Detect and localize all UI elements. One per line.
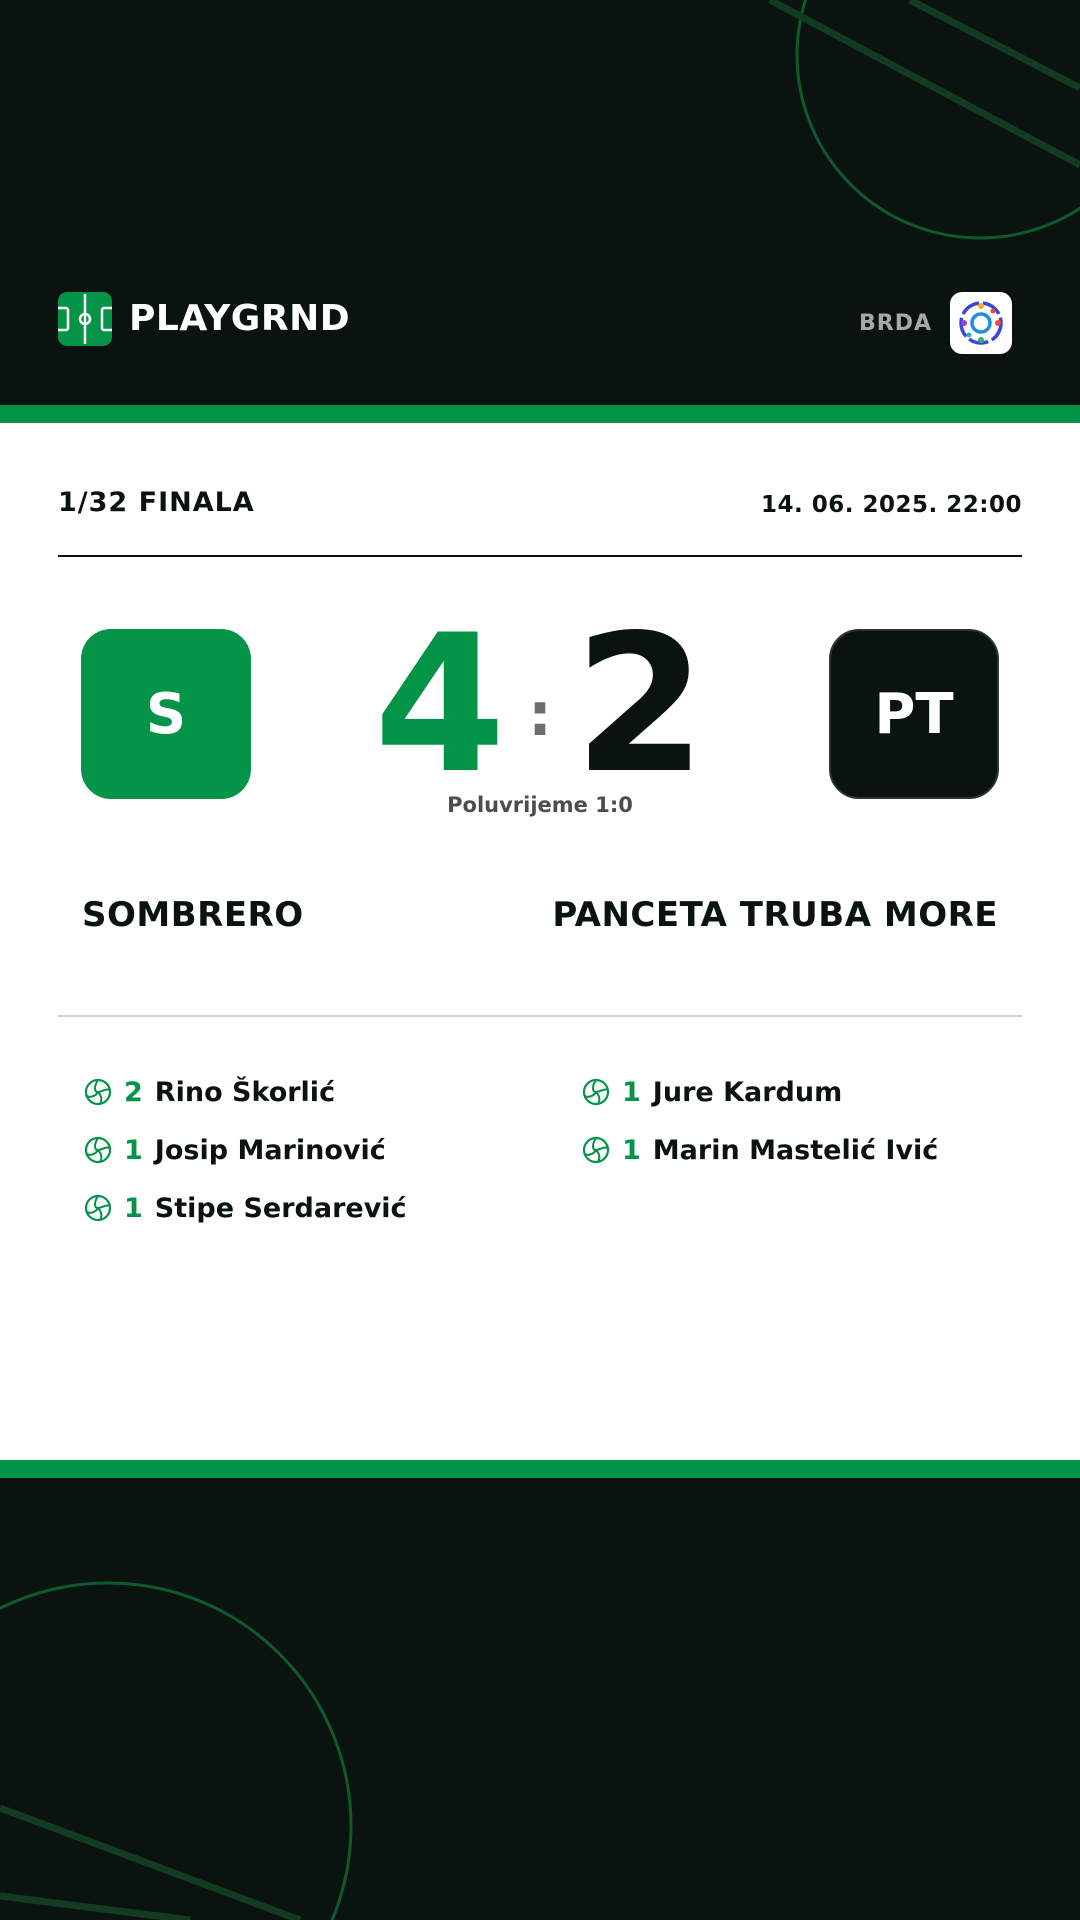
scorer-name: Marin Mastelić Ivić (652, 1134, 939, 1166)
scorer-goals: 1 (622, 1134, 641, 1166)
away-scorers-list (582, 1063, 938, 1179)
scorer-item (84, 1179, 407, 1237)
footer (0, 1478, 1080, 1920)
scorer-item (84, 1063, 407, 1121)
brand (58, 292, 350, 346)
scorer-name: Stipe Serdarević (154, 1192, 407, 1224)
halftime-score: Poluvrijeme 1:0 (447, 793, 633, 817)
home-team-badge (81, 629, 251, 799)
scorer-name: Josip Marinović (154, 1134, 386, 1166)
sponsor (859, 292, 1012, 354)
footer-pitch-lines (0, 1478, 1080, 1920)
football-icon (84, 1194, 112, 1222)
brand-name: PLAYGRND (129, 298, 351, 339)
scorer-goals: 1 (622, 1076, 641, 1108)
round-label: 1/32 FINALA (58, 487, 255, 518)
divider-light (58, 1015, 1022, 1017)
away-team-name: PANCETA TRUBA MORE (552, 895, 998, 935)
scoreboard (340, 594, 740, 815)
away-score: 2 (574, 594, 707, 815)
sponsor-logo-icon (956, 298, 1006, 348)
header (0, 0, 1080, 405)
away-team-initials: PT (874, 681, 954, 747)
scorer-goals: 1 (124, 1134, 143, 1166)
scorer-item (582, 1063, 938, 1121)
home-score: 4 (373, 594, 506, 815)
sponsor-badge (950, 292, 1012, 354)
football-icon (84, 1078, 112, 1106)
home-team-name: SOMBRERO (82, 895, 304, 935)
away-team-badge (829, 629, 999, 799)
scorer-item (582, 1121, 938, 1179)
sponsor-label: BRDA (859, 310, 932, 336)
football-icon (582, 1078, 610, 1106)
scorer-name: Jure Kardum (652, 1076, 843, 1108)
match-card (0, 423, 1080, 1460)
home-scorers-list (84, 1063, 407, 1237)
home-team-initials: S (145, 681, 187, 747)
divider (58, 555, 1022, 557)
football-pitch-icon (58, 292, 112, 346)
scorer-item (84, 1121, 407, 1179)
scorer-goals: 2 (124, 1076, 143, 1108)
scorer-name: Rino Škorlić (154, 1076, 336, 1108)
accent-stripe-top (0, 405, 1080, 423)
football-icon (84, 1136, 112, 1164)
football-icon (582, 1136, 610, 1164)
score-separator: : (528, 680, 552, 750)
match-datetime: 14. 06. 2025. 22:00 (761, 492, 1022, 518)
scorer-goals: 1 (124, 1192, 143, 1224)
accent-stripe-bottom (0, 1460, 1080, 1478)
